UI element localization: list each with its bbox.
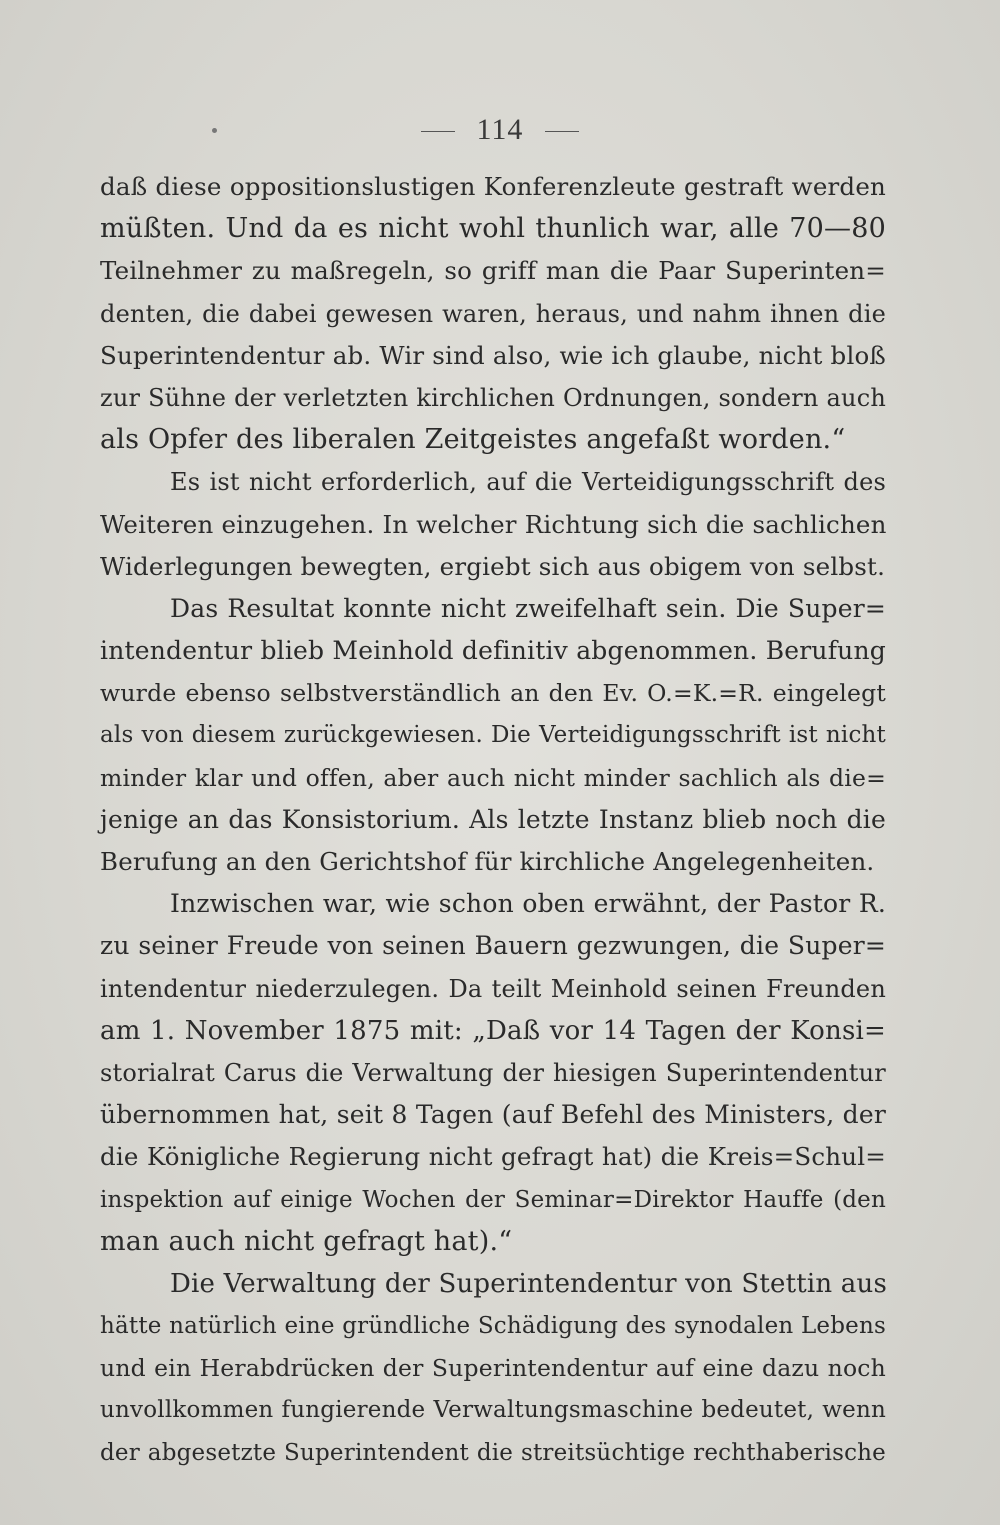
text-line: Weiteren einzugehen. In welcher Richtung sich die sachlichen — [100, 509, 887, 539]
header-dash-right — [545, 131, 579, 132]
text-line: inspektion auf einige Wochen der Seminar=Direktor Hauffe (den — [100, 1186, 886, 1213]
text-line: der abgesetzte Superintendent die streitsüchtige rechthaberische — [100, 1439, 886, 1466]
header-dash-left — [421, 131, 455, 132]
text-line: als von diesem zurückgewiesen. Die Verteidigungsschrift ist nicht — [100, 722, 886, 749]
text-line: Superintendentur ab. Wir sind also, wie ich glaube, nicht bloß — [100, 340, 886, 370]
text-line: müßten. Und da es nicht wohl thunlich war, alle 70—80 — [100, 213, 886, 245]
text-line: intendentur niederzulegen. Da teilt Meinhold seinen Freunden — [100, 974, 886, 1003]
text-line: hätte natürlich eine gründliche Schädigung des synodalen Lebens — [100, 1313, 886, 1340]
text-line: Das Resultat konnte nicht zweifelhaft sein. Die Super= — [170, 593, 886, 623]
text-line: Teilnehmer zu maßregeln, so griff man die Paar Superinten= — [100, 256, 886, 286]
text-line: als Opfer des liberalen Zeitgeistes angefaßt worden.“ — [100, 424, 846, 456]
text-line: zu seiner Freude von seinen Bauern gezwungen, die Super= — [100, 931, 886, 961]
page-number: 114 — [476, 113, 524, 146]
body-text — [100, 166, 886, 1474]
text-line: man auch nicht gefragt hat).“ — [100, 1225, 513, 1257]
text-line: storialrat Carus die Verwaltung der hiesigen Superintendentur — [100, 1058, 886, 1087]
text-line: und ein Herabdrücken der Superintendentur auf eine dazu noch — [100, 1354, 886, 1383]
page-header — [0, 112, 1000, 147]
text-line: Die Verwaltung der Superintendentur von Stettin aus — [170, 1268, 887, 1299]
text-line: unvollkommen fungierende Verwaltungsmaschine bedeutet, wenn — [100, 1397, 886, 1424]
text-line: am 1. November 1875 mit: „Daß vor 14 Tagen der Konsi= — [100, 1015, 886, 1046]
text-line: zur Sühne der verletzten kirchlichen Ordnungen, sondern auch — [100, 383, 886, 412]
text-line: denten, die dabei gewesen waren, heraus, und nahm ihnen die — [100, 299, 886, 328]
text-line: Es ist nicht erforderlich, auf die Verteidigungsschrift des — [170, 468, 886, 497]
text-line: daß diese oppositionslustigen Konferenzleute gestraft werden — [100, 172, 886, 201]
text-line: Berufung an den Gerichtshof für kirchliche Angelegenheiten. — [100, 847, 875, 876]
text-line: wurde ebenso selbstverständlich an den Ev. O.=K.=R. eingelegt — [100, 679, 886, 708]
text-line: intendentur blieb Meinhold definitiv abgenommen. Berufung — [100, 636, 886, 666]
text-line: die Königliche Regierung nicht gefragt hat) die Kreis=Schul= — [100, 1142, 886, 1172]
text-line: minder klar und offen, aber auch nicht minder sachlich als die= — [100, 763, 886, 792]
text-line: Inzwischen war, wie schon oben erwähnt, der Pastor R. — [170, 889, 886, 919]
text-line: übernommen hat, seit 8 Tagen (auf Befehl des Ministers, der — [100, 1100, 886, 1130]
text-line: Widerlegungen bewegten, ergiebt sich aus obigem von selbst. — [100, 551, 886, 581]
text-line: jenige an das Konsistorium. Als letzte Instanz blieb noch die — [100, 804, 886, 834]
